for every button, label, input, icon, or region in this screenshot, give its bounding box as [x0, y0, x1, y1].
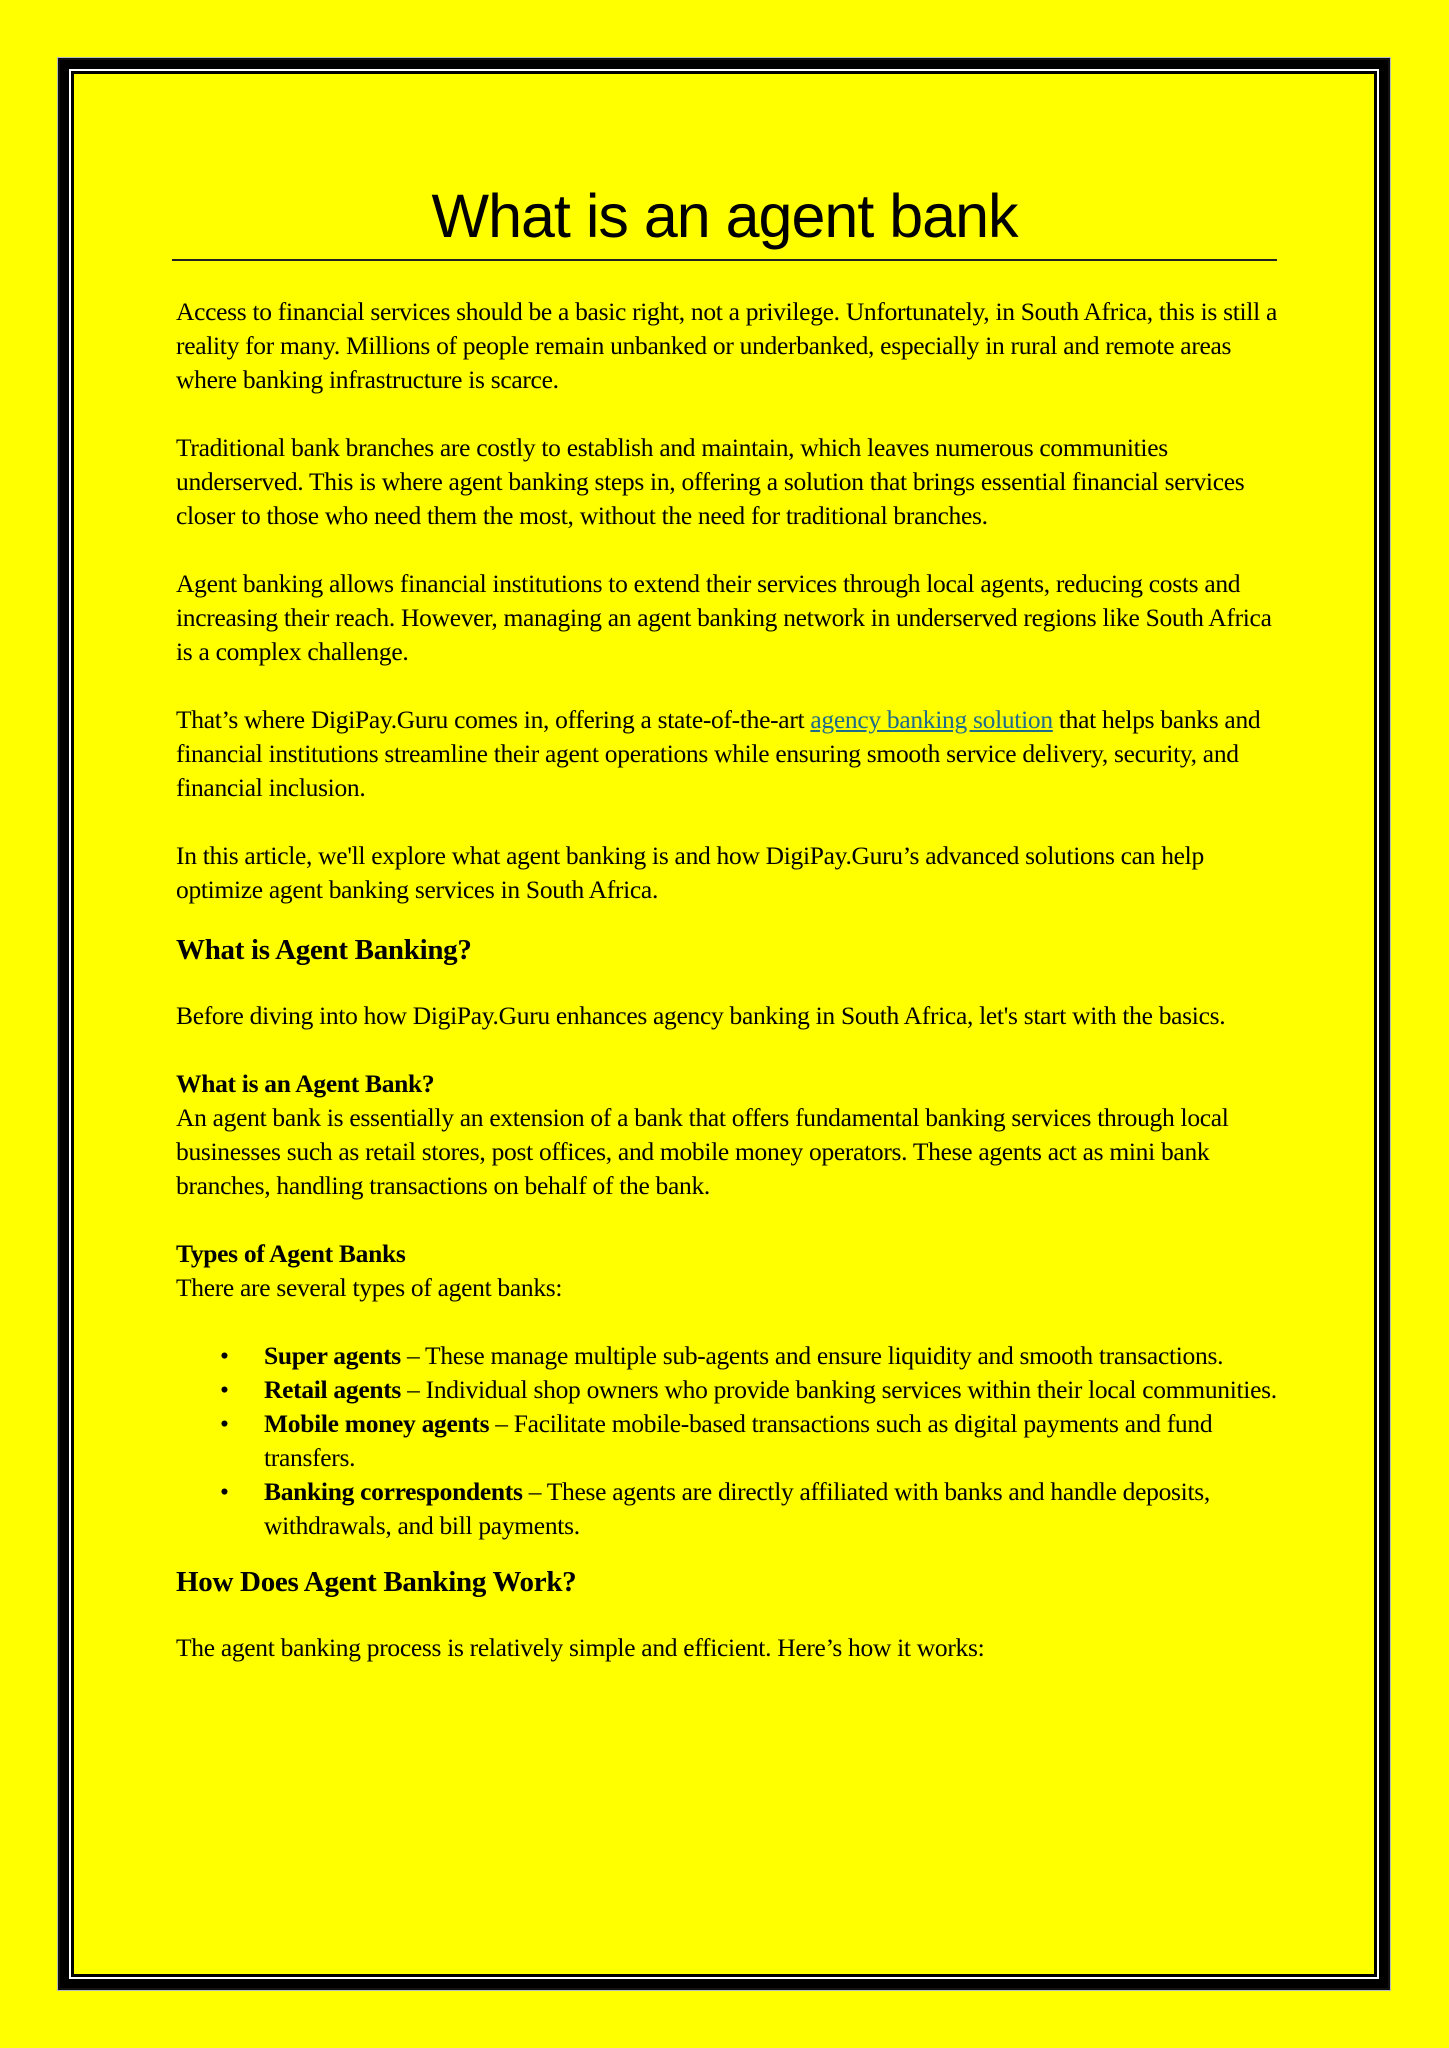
list-item-desc: – Facilitate mobile-based transactions such as digital payments and fund transfers.	[264, 1409, 1213, 1472]
list-item	[220, 1373, 1286, 1407]
bullet-icon: •	[220, 1341, 229, 1370]
section-heading-how-does-agent-banking-work: How Does Agent Banking Work?	[176, 1566, 577, 1598]
section2-intro: The agent banking process is relatively simple and efficient. Here’s how it works:	[176, 1633, 985, 1662]
intro-paragraph-3: Agent banking allows financial institutions to extend their services through local agents, reducing costs and increasing their reach. However, managing an agent banking network in underserved regions like South Africa is a complex challenge.	[176, 569, 1272, 666]
list-item-term: Banking correspondents	[264, 1477, 523, 1506]
bullet-icon: •	[220, 1375, 229, 1404]
list-item-term: Super agents	[264, 1341, 401, 1370]
list-item-desc: – Individual shop owners who provide banking services within their local communities.	[401, 1375, 1277, 1404]
list-item-term: Retail agents	[264, 1375, 402, 1404]
list-item	[220, 1339, 1286, 1373]
subheading-what-is-an-agent-bank: What is an Agent Bank?	[176, 1069, 435, 1098]
digipay-text-after: that helps banks and financial institutions streamline their agent operations while ensuring smooth service delivery, security, and financial inclusion.	[176, 705, 1261, 802]
digipay-text-before: That’s where DigiPay.Guru comes in, offering a state-of-the-art	[176, 705, 811, 734]
intro-paragraph-1: Access to financial services should be a basic right, not a privilege. Unfortunately, in South Africa, this is still a reality for many. Millions of people remain unbanked or underbanked, especially in rural and remote areas where banking infrastructure is scarce.	[176, 297, 1277, 394]
bullet-icon: •	[220, 1477, 229, 1506]
article-body	[176, 295, 1286, 1699]
digipay-paragraph	[176, 703, 1286, 805]
agent-types-list	[176, 1339, 1286, 1543]
title-divider	[172, 259, 1277, 261]
types-intro: There are several types of agent banks:	[176, 1273, 563, 1302]
page-title: What is an agent bank	[431, 182, 1018, 250]
section-heading-what-is-agent-banking: What is Agent Banking?	[176, 934, 472, 966]
subheading-types-of-agent-banks: Types of Agent Banks	[176, 1239, 406, 1268]
list-item-desc: – These agents are directly affiliated with banks and handle deposits, withdrawals, and bill payments.	[264, 1477, 1210, 1540]
list-item-term: Mobile money agents	[264, 1409, 490, 1438]
bullet-icon: •	[220, 1409, 229, 1438]
list-item	[220, 1407, 1286, 1475]
list-item	[220, 1475, 1286, 1543]
intro-paragraph-2: Traditional bank branches are costly to establish and maintain, which leaves numerous communities underserved. This is where agent banking steps in, offering a solution that brings essential financial services closer to those who need them the most, without the need for traditional branches.	[176, 433, 1245, 530]
agent-bank-definition: An agent bank is essentially an extension of a bank that offers fundamental banking services through local businesses such as retail stores, post offices, and mobile money operators. These agents act as mini bank branches, handling transactions on behalf of the bank.	[176, 1103, 1229, 1200]
article-overview-paragraph: In this article, we'll explore what agent banking is and how DigiPay.Guru’s advanced solutions can help optimize agent banking services in South Africa.	[176, 841, 1204, 904]
section1-intro: Before diving into how DigiPay.Guru enhances agency banking in South Africa, let's start with the basics.	[176, 1001, 1226, 1030]
agency-banking-solution-link[interactable]: agency banking solution	[810, 705, 1053, 734]
list-item-desc: – These manage multiple sub-agents and ensure liquidity and smooth transactions.	[400, 1341, 1224, 1370]
